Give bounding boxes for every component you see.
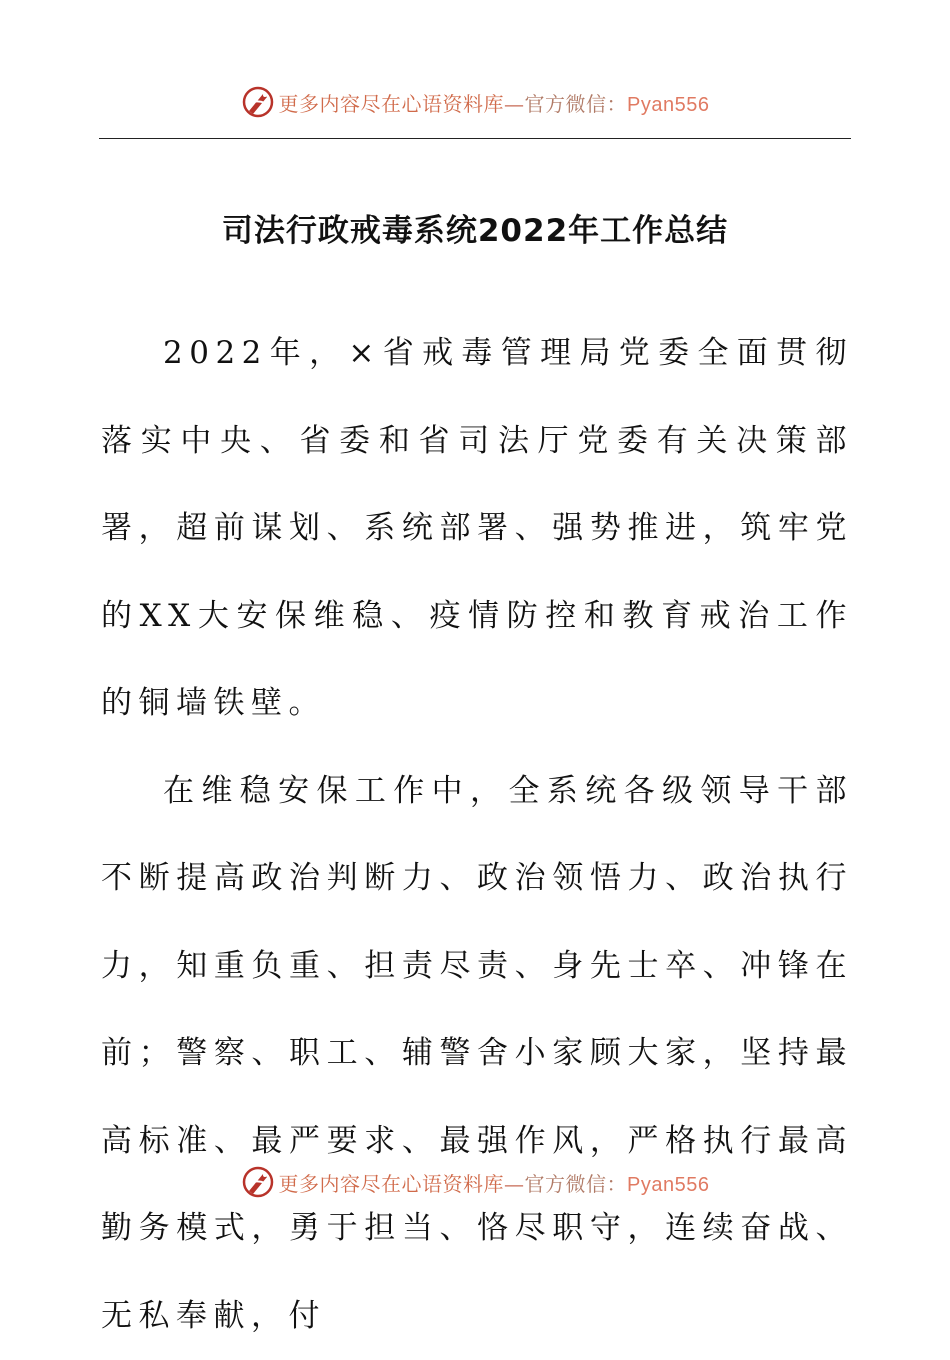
paragraph: 在维稳安保工作中，全系统各级领导干部不断提高政治判断力、政治领悟力、政治执行力，知重负重、担责尽责、身先士卒、冲锋在前；警察、职工、辅警舍小家顾大家，坚持最高标准、最严要求、最强作风，严格执行最高勤务模式，勇于担当、恪尽职守，连续奋战、无私奉献，付 xyxy=(101,748,853,1360)
header-divider xyxy=(99,138,851,139)
banner-main-text: 更多内容尽在心语资料库 xyxy=(279,92,505,116)
banner-main-text: 更多内容尽在心语资料库 xyxy=(279,1172,505,1196)
document-title: 司法行政戒毒系统2022年工作总结 xyxy=(0,205,950,250)
banner-text xyxy=(279,1168,710,1197)
footer-banner xyxy=(0,1162,950,1202)
paragraph: 2022年，×省戒毒管理局党委全面贯彻落实中央、省委和省司法厅党委有关决策部署，超前谋划、系统部署、强势推进，筑牢党的XX大安保维稳、疫情防控和教育戒治工作的铜墙铁壁。 xyxy=(101,310,853,748)
banner-account: Pyan556 xyxy=(627,1174,709,1196)
banner-dash: — xyxy=(504,92,525,116)
document-body xyxy=(101,310,853,1360)
banner-wechat-label: 官方微信： xyxy=(525,92,628,116)
banner-wechat-label: 官方微信： xyxy=(525,1172,628,1196)
banner-dash: — xyxy=(504,1172,525,1196)
banner-account: Pyan556 xyxy=(627,94,709,116)
pen-logo-icon xyxy=(241,85,275,119)
pen-logo-icon xyxy=(241,1165,275,1199)
header-banner xyxy=(0,82,950,122)
banner-text xyxy=(279,88,710,117)
